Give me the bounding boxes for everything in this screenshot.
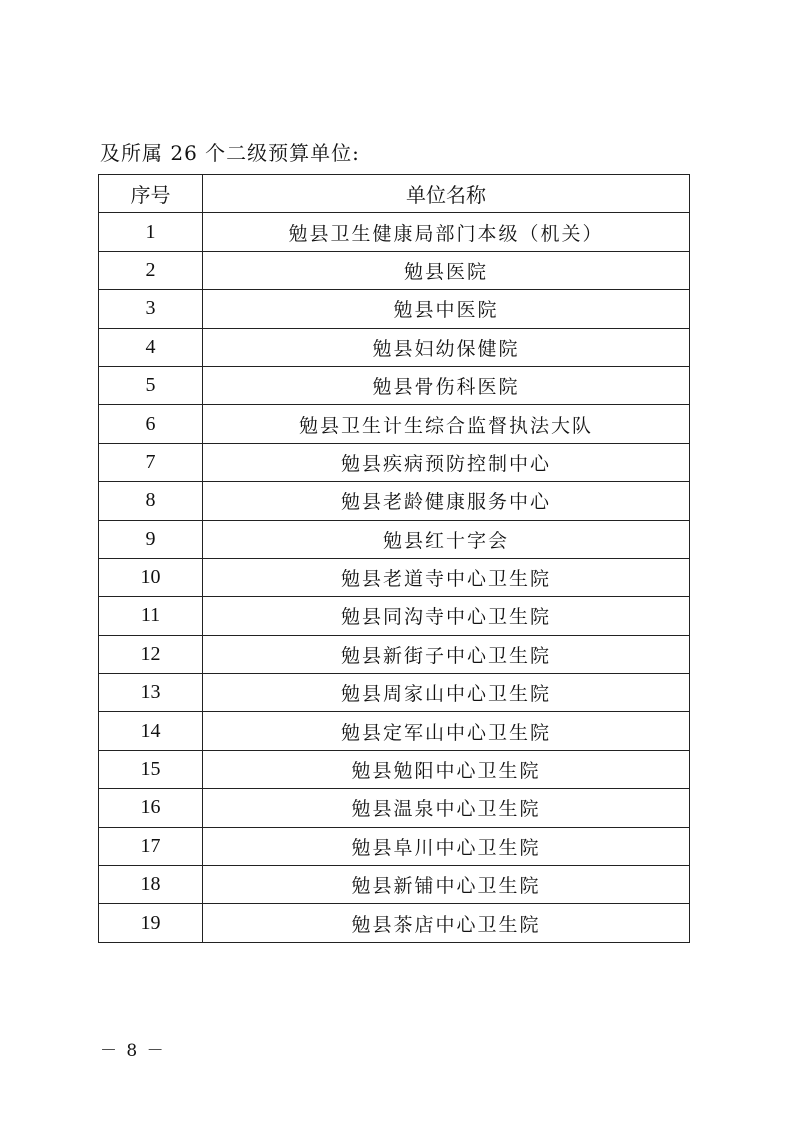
row-unit-name: 勉县骨伤科医院 (203, 366, 690, 404)
row-index: 9 (99, 520, 203, 558)
table-row (99, 674, 690, 712)
header-index: 序号 (99, 175, 203, 213)
row-index: 3 (99, 290, 203, 328)
row-index: 2 (99, 251, 203, 289)
row-unit-name: 勉县疾病预防控制中心 (203, 443, 690, 481)
table-row (99, 750, 690, 788)
row-index: 1 (99, 213, 203, 251)
table-row (99, 213, 690, 251)
row-unit-name: 勉县阜川中心卫生院 (203, 827, 690, 865)
table-row (99, 405, 690, 443)
table-row (99, 904, 690, 942)
row-unit-name: 勉县老道寺中心卫生院 (203, 558, 690, 596)
table-row (99, 366, 690, 404)
table-row (99, 558, 690, 596)
row-unit-name: 勉县茶店中心卫生院 (203, 904, 690, 942)
table-header-row (99, 175, 690, 213)
table-body (99, 213, 690, 942)
budget-units-table (98, 174, 690, 943)
table-row (99, 827, 690, 865)
row-index: 15 (99, 750, 203, 788)
row-unit-name: 勉县勉阳中心卫生院 (203, 750, 690, 788)
table-row (99, 328, 690, 366)
table-row (99, 520, 690, 558)
row-unit-name: 勉县同沟寺中心卫生院 (203, 597, 690, 635)
row-unit-name: 勉县周家山中心卫生院 (203, 674, 690, 712)
row-index: 8 (99, 482, 203, 520)
table-row (99, 251, 690, 289)
row-unit-name: 勉县老龄健康服务中心 (203, 482, 690, 520)
page-number: － 8 － (100, 1041, 166, 1061)
row-index: 7 (99, 443, 203, 481)
table-row (99, 443, 690, 481)
row-index: 5 (99, 366, 203, 404)
table-row (99, 597, 690, 635)
table-row (99, 712, 690, 750)
row-index: 14 (99, 712, 203, 750)
table-row (99, 482, 690, 520)
row-index: 19 (99, 904, 203, 942)
row-index: 4 (99, 328, 203, 366)
row-unit-name: 勉县卫生计生综合监督执法大队 (203, 405, 690, 443)
table-row (99, 290, 690, 328)
row-index: 18 (99, 866, 203, 904)
row-index: 13 (99, 674, 203, 712)
row-unit-name: 勉县温泉中心卫生院 (203, 789, 690, 827)
row-unit-name: 勉县医院 (203, 251, 690, 289)
budget-units-table-wrapper (98, 174, 689, 943)
row-unit-name: 勉县中医院 (203, 290, 690, 328)
table-row (99, 635, 690, 673)
row-index: 16 (99, 789, 203, 827)
row-unit-name: 勉县卫生健康局部门本级（机关） (203, 213, 690, 251)
table-row (99, 866, 690, 904)
row-unit-name: 勉县定军山中心卫生院 (203, 712, 690, 750)
table-row (99, 789, 690, 827)
row-index: 6 (99, 405, 203, 443)
row-index: 17 (99, 827, 203, 865)
row-unit-name: 勉县红十字会 (203, 520, 690, 558)
row-unit-name: 勉县新铺中心卫生院 (203, 866, 690, 904)
row-index: 10 (99, 558, 203, 596)
row-index: 12 (99, 635, 203, 673)
intro-text: 及所属 26 个二级预算单位: (100, 141, 360, 165)
row-index: 11 (99, 597, 203, 635)
header-unit-name: 单位名称 (203, 175, 690, 213)
row-unit-name: 勉县妇幼保健院 (203, 328, 690, 366)
row-unit-name: 勉县新街子中心卫生院 (203, 635, 690, 673)
